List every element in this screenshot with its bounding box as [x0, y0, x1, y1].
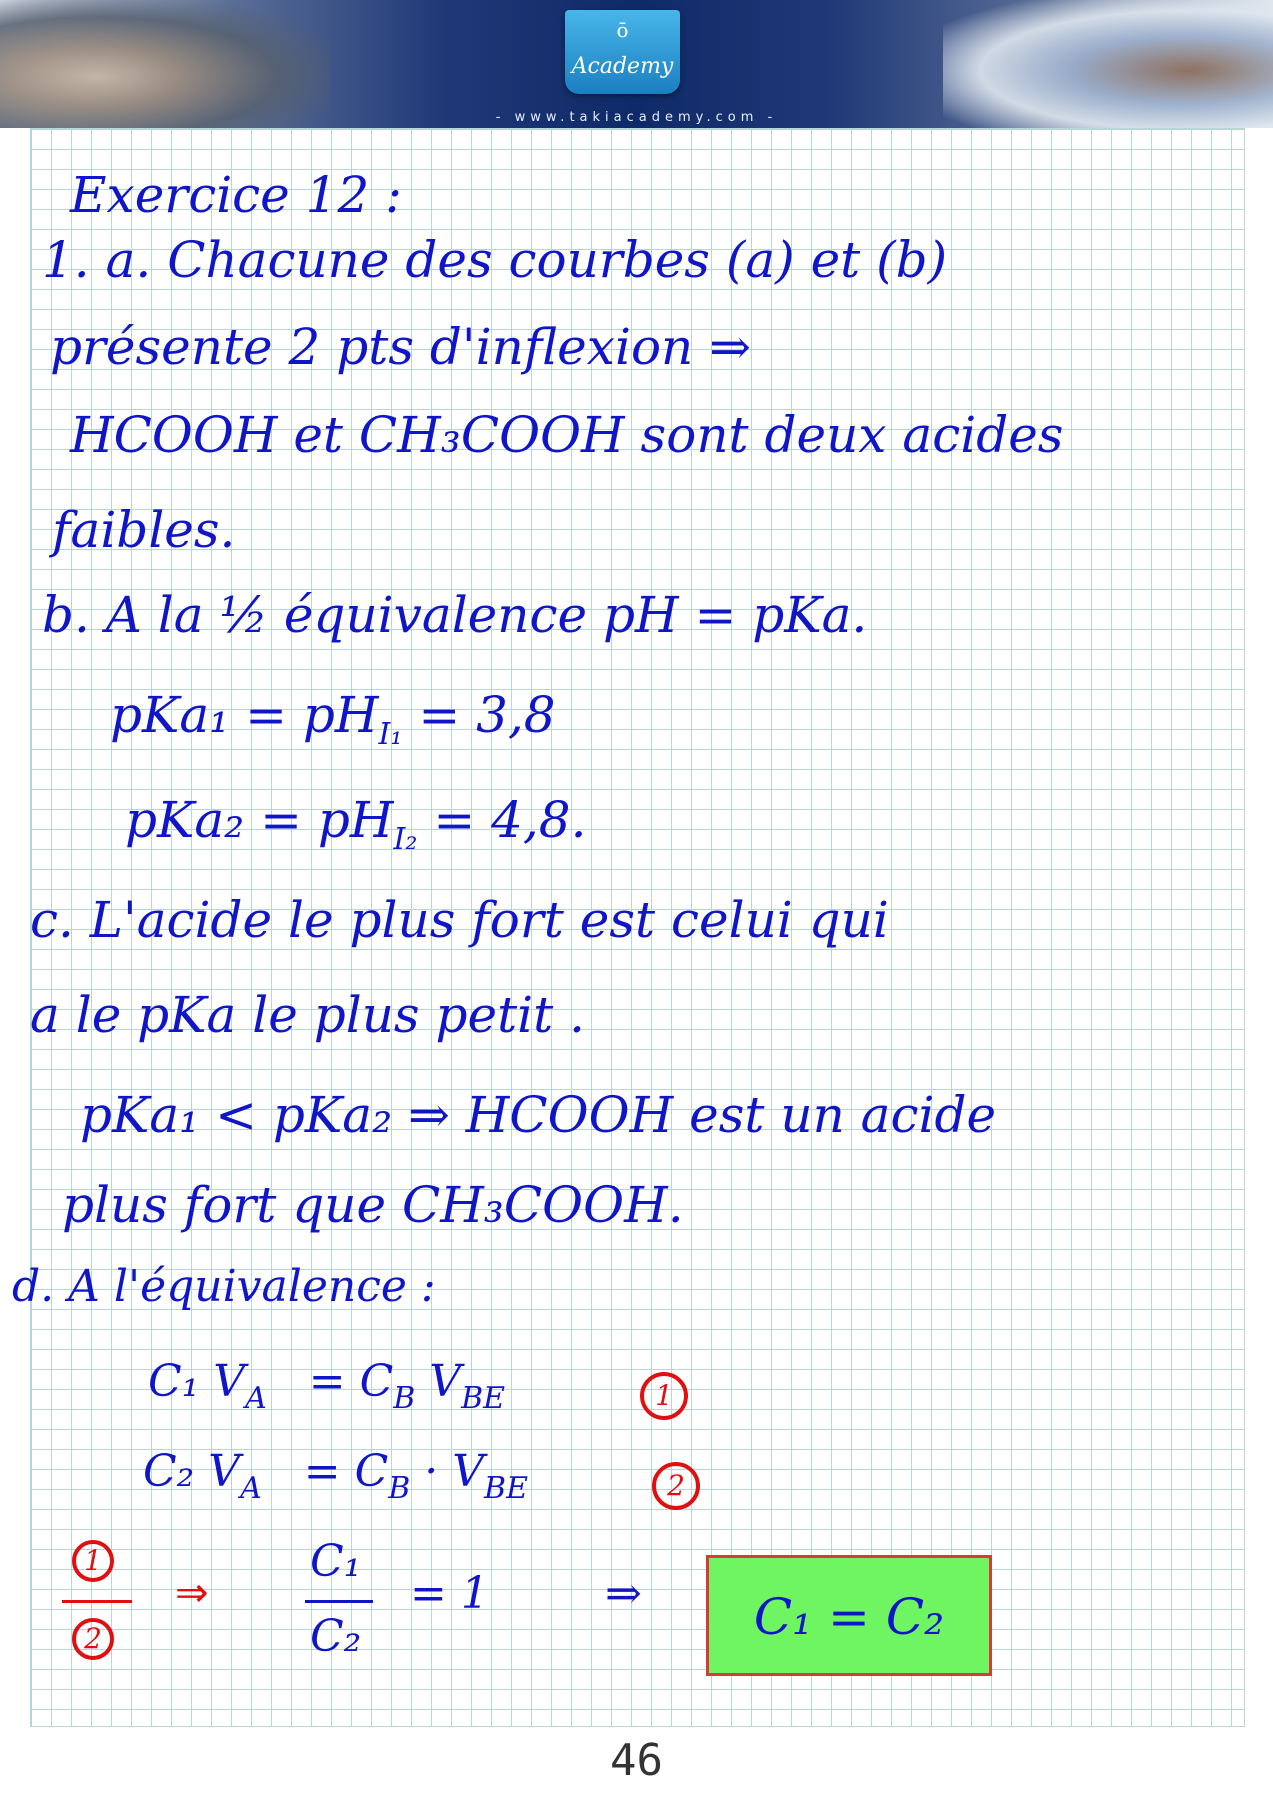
eq2-rhs-vsub: BE	[484, 1471, 528, 1506]
equation-1	[148, 1356, 506, 1416]
red-arrow-icon: ⇒	[175, 1570, 209, 1616]
ratio-top-circle: 1	[72, 1540, 114, 1582]
eq1-rhs: = C	[308, 1356, 394, 1407]
logo-text: Academy	[571, 54, 674, 79]
pka2-equation	[125, 791, 587, 857]
q1d-line1: d. A l'équivalence :	[12, 1261, 436, 1312]
eq2-rhs-sub: B	[388, 1471, 411, 1506]
q1c-line3: pKa₁ < pKa₂ ⇒ HCOOH est un acide	[80, 1086, 997, 1144]
logo-mark: ō	[616, 18, 629, 42]
equation-2	[143, 1446, 528, 1506]
fraction-denominator: C₂	[310, 1611, 362, 1662]
q1a-line4: faibles.	[52, 501, 236, 559]
eq2-lhs-sub: A	[240, 1471, 262, 1506]
pka1-lhs: pKa₁ = pH	[110, 686, 379, 744]
q1c-line1: c. L'acide le plus fort est celui qui	[30, 891, 889, 949]
eq2-rhs-v: · V	[410, 1446, 485, 1497]
academy-logo[interactable]	[565, 10, 680, 94]
eq1-lhs-sub: A	[245, 1381, 267, 1416]
q1c-line2: a le pKa le plus petit .	[30, 986, 586, 1044]
fraction-value: = 1	[410, 1568, 489, 1619]
pka1-value: = 3,8	[418, 686, 556, 744]
pka2-value: = 4,8.	[433, 791, 587, 849]
result-text: C₁ = C₂	[753, 1588, 945, 1646]
q1b-line1: b. A la ½ équivalence pH = pKa.	[42, 586, 868, 644]
pka1-equation	[110, 686, 556, 752]
pka1-subscript: I₁	[378, 717, 403, 752]
implies-arrow-icon: ⇒	[605, 1568, 642, 1619]
eq2-rhs: = C	[303, 1446, 389, 1497]
eq1-rhs-sub: B	[393, 1381, 416, 1416]
eq1-lhs: C₁ V	[148, 1356, 246, 1407]
students-photo-left	[0, 0, 330, 128]
q1a-line3: HCOOH et CH₃COOH sont deux acides	[70, 406, 1064, 464]
q1c-line4: plus fort que CH₃COOH.	[62, 1176, 684, 1234]
fraction-numerator: C₁	[310, 1536, 362, 1587]
pka2-subscript: I₂	[393, 822, 418, 857]
result-box	[706, 1555, 992, 1676]
ratio-fraction-bar	[62, 1600, 132, 1603]
header-banner	[0, 0, 1273, 128]
ratio-bottom-circle: 2	[72, 1618, 114, 1660]
eq2-lhs: C₂ V	[143, 1446, 241, 1497]
equation-1-label: 1	[640, 1372, 688, 1420]
q1a-line1: 1. a. Chacune des courbes (a) et (b)	[42, 231, 948, 289]
eq1-rhs-v: V	[415, 1356, 462, 1407]
pka2-lhs: pKa₂ = pH	[125, 791, 394, 849]
q1a-line2: présente 2 pts d'inflexion ⇒	[50, 318, 752, 376]
site-url[interactable]: - www.takiacademy.com -	[495, 110, 778, 125]
page-number: 46	[610, 1735, 663, 1786]
equation-2-label: 2	[652, 1462, 700, 1510]
eq1-rhs-vsub: BE	[461, 1381, 506, 1416]
fraction-bar	[305, 1600, 373, 1603]
exercise-title: Exercice 12 :	[70, 166, 403, 224]
students-photo-right	[943, 0, 1273, 128]
